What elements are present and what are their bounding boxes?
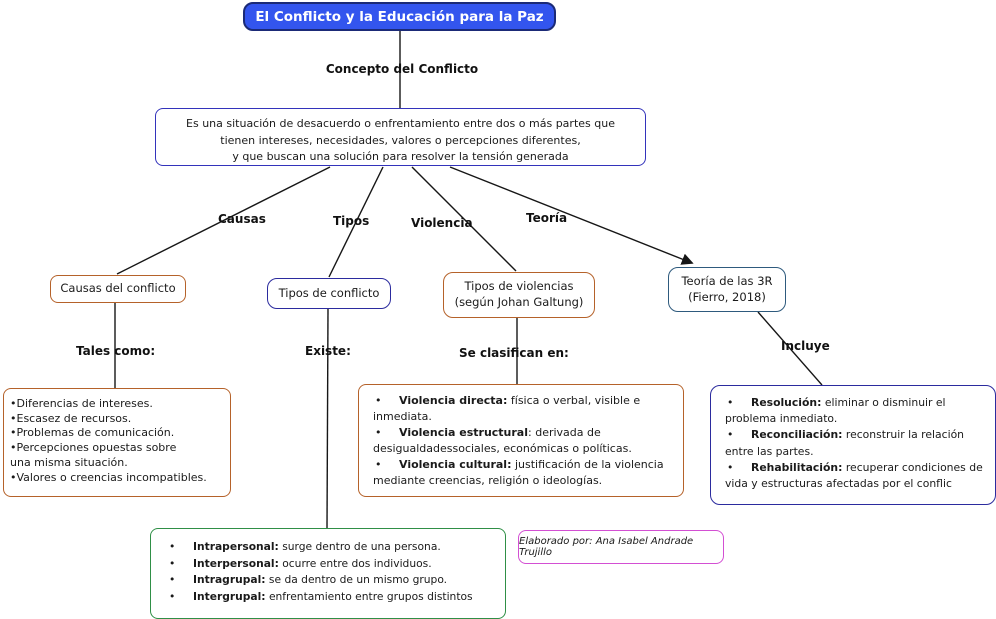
list-item (719, 427, 991, 459)
item-text: surge dentro de una persona. (278, 540, 441, 553)
bullet-icon: • (169, 573, 176, 587)
causas-detail-line: una misma situación. (10, 455, 128, 469)
item-term: Intrapersonal: (193, 540, 279, 553)
item-text: se da dentro de un mismo grupo. (265, 573, 448, 587)
list-item (719, 395, 991, 427)
violencia-details-box[interactable] (358, 384, 684, 497)
item-term: Interpersonal: (193, 556, 279, 570)
list-item (161, 589, 499, 606)
definition-line-3: y que buscan una solución para resolver la tensión generada (232, 150, 569, 163)
bullet-icon: • (727, 428, 734, 442)
definition-node[interactable] (155, 108, 646, 166)
node-tipos-de-violencias[interactable] (443, 272, 595, 318)
item-text: física o verbal, visible e inmediata. (373, 394, 641, 423)
bullet-icon: • (169, 540, 176, 553)
sub-label-tales-como: Tales como: (76, 344, 156, 358)
node-violencia-line-1: Tipos de violencias (464, 279, 574, 294)
connector-tipos-details (327, 309, 328, 528)
node-teoria-line-1: Teoría de las 3R (681, 273, 773, 288)
tipos-details-box[interactable] (150, 528, 506, 619)
branch-label-tipos: Tipos (333, 214, 370, 228)
bullet-icon: • (169, 556, 176, 570)
bullet-icon: • (727, 396, 734, 409)
bullet-icon: • (375, 394, 382, 407)
credit-box (518, 530, 724, 564)
root-node-title[interactable] (243, 2, 556, 31)
list-item (161, 556, 499, 573)
connector-teoria-arrow (450, 167, 692, 263)
item-term: Intergrupal: (193, 589, 266, 603)
item-text: justificación de la violencia mediante creencias, religión o ideologías. (373, 457, 664, 487)
item-term: Reconciliación: (751, 428, 843, 442)
node-causas-del-conflicto[interactable] (50, 275, 186, 303)
sub-label-existe: Existe: (305, 344, 351, 358)
node-tipos-label: Tipos de conflicto (278, 285, 380, 300)
list-item (367, 393, 677, 425)
causas-detail-line: •Percepciones opuestas sobre (10, 441, 177, 455)
definition-line-2: tienen intereses, necesidades, valores o percepciones diferentes, (220, 133, 581, 147)
item-text: enfrentamiento entre grupos distintos (265, 589, 473, 603)
teoria-details-box[interactable] (710, 385, 996, 505)
causas-details-box[interactable] (3, 388, 231, 497)
list-item (719, 460, 991, 492)
list-item (161, 539, 499, 556)
item-term: Resolución: (751, 396, 822, 409)
item-text: : derivada de desigualdadessociales, económicas o políticas. (373, 425, 632, 455)
node-tipos-de-conflicto[interactable] (267, 278, 391, 309)
item-text: eliminar o disminuir el problema inmediato. (725, 396, 946, 426)
list-item (367, 425, 677, 457)
sub-label-se-clasifican: Se clasifican en: (459, 346, 569, 360)
bullet-icon: • (727, 460, 734, 474)
list-item (161, 572, 499, 589)
node-causas-label: Causas del conflicto (60, 281, 176, 296)
item-term: Violencia directa: (399, 394, 508, 407)
item-term: Intragrupal: (193, 573, 266, 587)
branch-label-violencia: Violencia (411, 216, 473, 230)
credit-text: Elaborado por: Ana Isabel Andrade Trujillo (519, 536, 694, 558)
bullet-icon: • (375, 425, 382, 439)
concept-label: Concepto del Conflicto (325, 62, 479, 76)
bullet-icon: • (169, 589, 176, 603)
node-violencia-line-2: (según Johan Galtung) (454, 295, 584, 309)
definition-line-1: Es una situación de desacuerdo o enfrentamiento entre dos o más partes que (186, 117, 615, 130)
item-text: ocurre entre dos individuos. (278, 556, 432, 570)
causas-detail-line: •Valores o creencias incompatibles. (10, 470, 207, 484)
list-item (367, 457, 677, 489)
item-term: Violencia cultural: (399, 457, 512, 471)
node-teoria-3r[interactable] (668, 267, 786, 312)
causas-detail-line: •Diferencias de intereses. (10, 397, 153, 410)
causas-detail-line: •Escasez de recursos. (10, 411, 132, 425)
branch-label-teoria: Teoría (526, 211, 568, 225)
item-term: Rehabilitación: (751, 460, 843, 474)
bullet-icon: • (375, 457, 382, 471)
item-text: reconstruir la relación entre las partes. (725, 428, 965, 458)
map-title: El Conflicto y la Educación para la Paz (255, 8, 544, 25)
sub-label-incluye: Incluye (781, 339, 830, 353)
causas-detail-line: •Problemas de comunicación. (10, 426, 175, 440)
branch-label-causas: Causas (218, 212, 266, 226)
node-teoria-line-2: (Fierro, 2018) (688, 289, 766, 304)
item-text: recuperar condiciones de vida y estructuras afectadas por el conflic (725, 460, 983, 490)
item-term: Violencia estructural (399, 425, 529, 439)
